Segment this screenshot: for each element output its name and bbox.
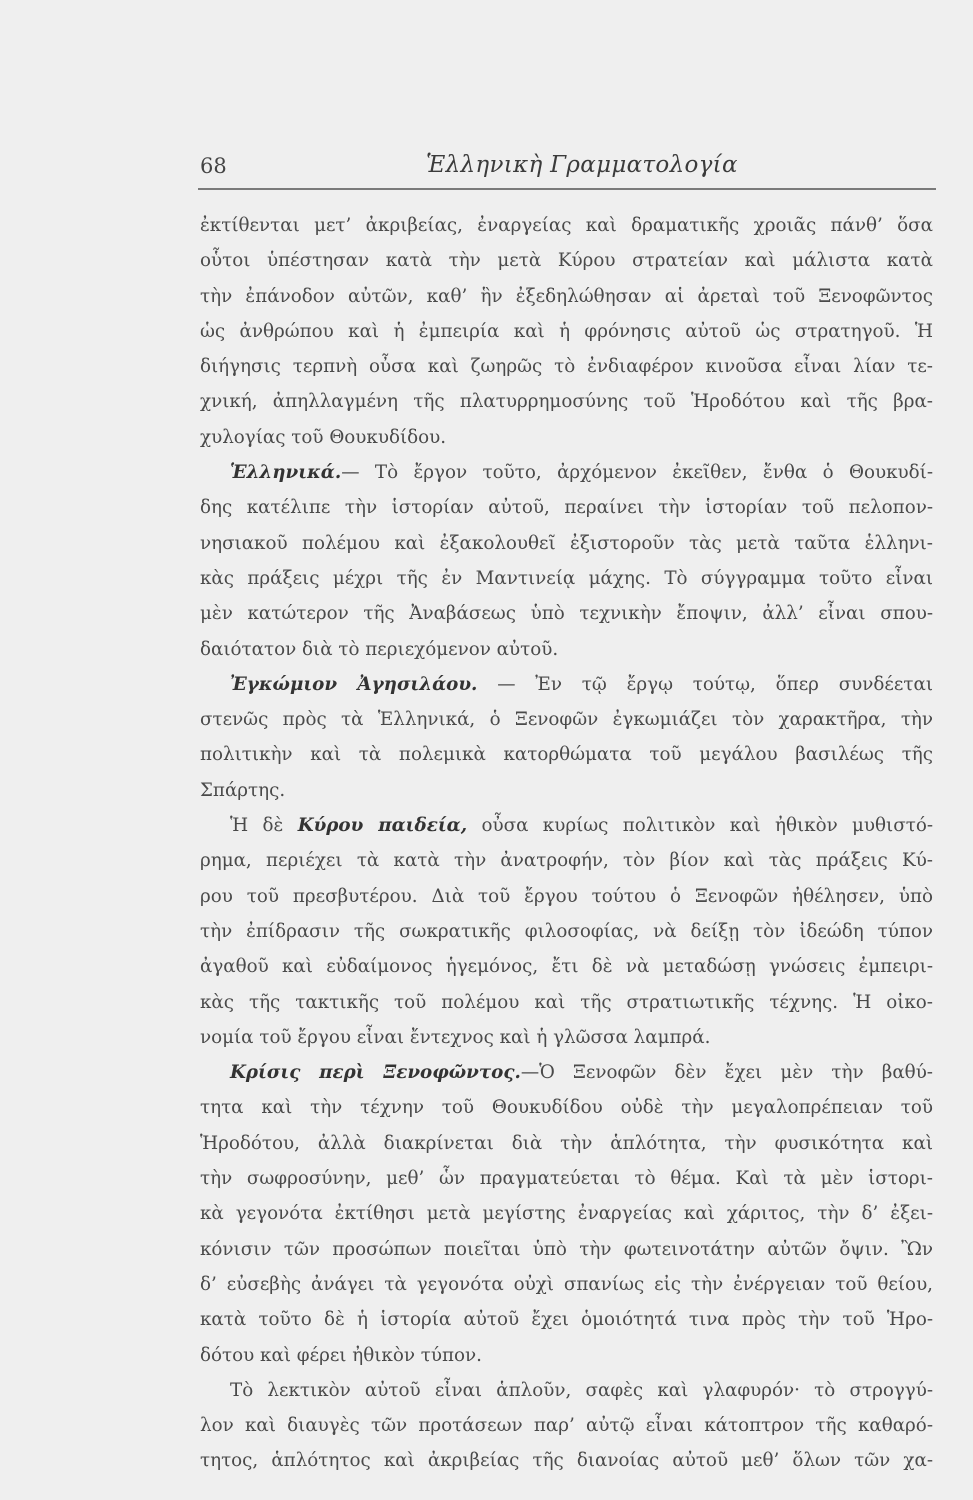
text-line: χυλογίας τοῦ Θουκυδίδου.: [200, 426, 447, 448]
text-line: τὴν σωφροσύνην, μεθ’ ὧν πραγματεύεται τὸ θέμα. Καὶ τὰ μὲν ἱστορι-: [200, 1168, 933, 1190]
text-line: κὰ γεγονότα ἐκτίθησι μετὰ μεγίστης ἐναργείας καὶ χάριτος, τὴν δ’ ἐξει-: [200, 1203, 933, 1225]
text-line: τητος, ἁπλότητος καὶ ἀκριβείας τῆς διανοίας αὐτοῦ μεθ’ ὅλων τῶν χα-: [200, 1450, 933, 1472]
section-heading: Κρίσις περὶ Ξενοφῶντος.: [230, 1062, 521, 1084]
text-line-kyrou-paideia: Ἡ δὲ Κύρου παιδεία, οὖσα κυρίως πολιτικὸν καὶ ἠθικὸν μυθιστό-: [230, 815, 934, 837]
text-line: κόνισιν τῶν προσώπων ποιεῖται ὑπὸ τὴν φωτεινοτάτην αὐτῶν ὄψιν. Ὢν: [200, 1238, 933, 1260]
text-line-hellenika: Ἑλληνικά.— Τὸ ἔργον τοῦτο, ἀρχόμενον ἐκεῖθεν, ἔνθα ὁ Θουκυδί-: [230, 462, 933, 484]
text-line: κατὰ τοῦτο δὲ ἡ ἱστορία αὐτοῦ ἔχει ὁμοιότητά τινα πρὸς τὴν τοῦ Ἡρο-: [200, 1309, 933, 1331]
text-line: Σπάρτης.: [200, 779, 286, 801]
text-line: στενῶς πρὸς τὰ Ἑλληνικά, ὁ Ξενοφῶν ἐγκωμιάζει τὸν χαρακτῆρα, τὴν: [200, 709, 933, 731]
text-line: κὰς τῆς τακτικῆς τοῦ πολέμου καὶ τῆς στρατιωτικῆς τέχνης. Ἡ οἰκο-: [200, 991, 933, 1013]
text-line: νησιακοῦ πολέμου καὶ ἐξακολουθεῖ ἐξιστοροῦν τὰς μετὰ ταῦτα ἑλληνι-: [200, 532, 933, 554]
text-line: χνική, ἀπηλλαγμένη τῆς πλατυρρημοσύνης τοῦ Ἡροδότου καὶ τῆς βρα-: [200, 391, 933, 413]
text-line: νομία τοῦ ἔργου εἶναι ἔντεχνος καὶ ἡ γλῶσσα λαμπρά.: [200, 1026, 711, 1048]
text-line: οὗτοι ὑπέστησαν κατὰ τὴν μετὰ Κύρου στρατείαν καὶ μάλιστα κατὰ: [200, 250, 933, 272]
text-line: λον καὶ διαυγὲς τῶν προτάσεων παρ’ αὐτῷ εἶναι κάτοπτρον τῆς καθαρό-: [200, 1415, 933, 1437]
text-line: πολιτικὴν καὶ τὰ πολεμικὰ κατορθώματα τοῦ μεγάλου βασιλέως τῆς: [200, 744, 933, 766]
text-line-enkomion: Ἐγκώμιον Ἀγησιλάου. — Ἐν τῷ ἔργῳ τούτῳ, ὅπερ συνδέεται: [230, 673, 933, 695]
text-line: δότου καὶ φέρει ἠθικὸν τύπον.: [200, 1344, 482, 1366]
text-line: Τὸ λεκτικὸν αὐτοῦ εἶναι ἁπλοῦν, σαφὲς καὶ γλαφυρόν· τὸ στρογγύ-: [230, 1379, 933, 1401]
section-heading: Ἑλληνικά.: [230, 462, 342, 484]
running-title: Ἑλληνικὴ Γραμματολογία: [426, 152, 738, 178]
body-text: [200, 208, 933, 1479]
header-rule: [198, 188, 936, 190]
text-line: τητα καὶ τὴν τέχνην τοῦ Θουκυδίδου οὐδὲ τὴν μεγαλοπρέπειαν τοῦ: [200, 1097, 933, 1119]
text-line: μὲν κατώτερον τῆς Ἀναβάσεως ὑπὸ τεχνικὴν ἔποψιν, ἀλλ’ εἶναι σπου-: [200, 603, 933, 625]
text-line: τὴν ἐπίδρασιν τῆς σωκρατικῆς φιλοσοφίας, νὰ δείξῃ τὸν ἰδεώδη τύπον: [200, 920, 933, 942]
page-number: 68: [200, 154, 227, 178]
text-line: ἀγαθοῦ καὶ εὐδαίμονος ἡγεμόνος, ἔτι δὲ νὰ μεταδώσῃ γνώσεις ἐμπειρι-: [200, 956, 933, 978]
text-line: τὴν ἐπάνοδον αὐτῶν, καθ’ ἣν ἐξεδηλώθησαν αἱ ἀρεταὶ τοῦ Ξενοφῶντος: [200, 285, 933, 307]
text-line: ρημα, περιέχει τὰ κατὰ τὴν ἀνατροφήν, τὸν βίον καὶ τὰς πράξεις Κύ-: [200, 850, 933, 872]
text-line: δης κατέλιπε τὴν ἱστορίαν αὐτοῦ, περαίνει τὴν ἱστορίαν τοῦ πελοπον-: [200, 497, 933, 519]
text-line: ὡς ἀνθρώπου καὶ ἡ ἐμπειρία καὶ ἡ φρόνησις αὐτοῦ ὡς στρατηγοῦ. Ἡ: [200, 320, 933, 342]
text-line: Ἡροδότου, ἀλλὰ διακρίνεται διὰ τὴν ἁπλότητα, τὴν φυσικότητα καὶ: [200, 1132, 933, 1154]
page-header: [198, 150, 928, 186]
text-line-krisis: Κρίσις περὶ Ξενοφῶντος.—Ὁ Ξενοφῶν δὲν ἔχει μὲν τὴν βαθύ-: [230, 1062, 933, 1084]
section-heading: Κύρου παιδεία,: [297, 815, 468, 837]
text-line: ρου τοῦ πρεσβυτέρου. Διὰ τοῦ ἔργου τούτου ὁ Ξενοφῶν ἠθέλησεν, ὑπὸ: [200, 885, 933, 907]
text-line: διήγησις τερπνὴ οὖσα καὶ ζωηρῶς τὸ ἐνδιαφέρον κινοῦσα εἶναι λίαν τε-: [200, 356, 933, 378]
text-line: δαιότατον διὰ τὸ περιεχόμενον αὐτοῦ.: [200, 638, 559, 660]
text-line: κὰς πράξεις μέχρι τῆς ἐν Μαντινείᾳ μάχης. Τὸ σύγγραμμα τοῦτο εἶναι: [200, 567, 933, 589]
text-line: δ’ εὐσεβὴς ἀνάγει τὰ γεγονότα οὐχὶ σπανίως εἰς τὴν ἐνέργειαν τοῦ θείου,: [200, 1273, 933, 1295]
section-heading: Ἐγκώμιον Ἀγησιλάου.: [230, 673, 478, 695]
text-line: ἐκτίθενται μετ’ ἀκριβείας, ἐναργείας καὶ δραματικῆς χροιᾶς πάνθ’ ὅσα: [200, 215, 933, 236]
